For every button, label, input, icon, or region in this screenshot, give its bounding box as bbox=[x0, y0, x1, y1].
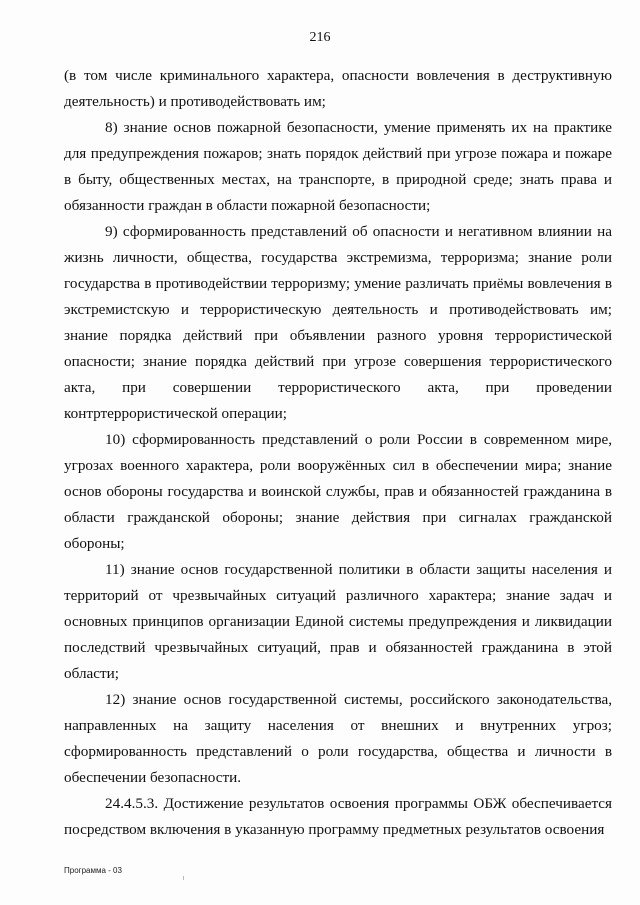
paragraph-item-8: 8) знание основ пожарной безопасности, умение применять их на практике для предупреждения пожаров; знать порядок действий при угрозе пожара и пожаре в быту, общественных местах, на транспорте, в природной среде; знать права и обязанности граждан в области пожарной безопасности; bbox=[64, 119, 612, 214]
paragraph-item-12: 12) знание основ государственной системы, российского законодательства, направленных на защиту населения от внешних и внутренних угроз; сформированность представлений о роли государства, общества и личности в обеспечении безопасности. bbox=[64, 691, 612, 786]
paragraph-item-11: 11) знание основ государственной политики в области защиты населения и территорий от чрезвычайных ситуаций различного характера; знание задач и основных принципов организации Единой системы предупреждения и ликвидации последствий чрезвычайных ситуаций, прав и обязанностей гражданина в этой области; bbox=[64, 561, 612, 682]
paragraph-item-10: 10) сформированность представлений о роли России в современном мире, угрозах военного характера, роли вооружённых сил в обеспечении мира; знание основ обороны государства и воинской службы, прав и обязанностей гражданина в области гражданской обороны; знание действия при сигналах гражданской обороны; bbox=[64, 431, 612, 552]
document-body bbox=[64, 63, 612, 843]
scan-speck bbox=[183, 876, 184, 880]
paragraph-intro-continuation: (в том числе криминального характера, опасности вовлечения в деструктивную деятельность) и противодействовать им; bbox=[64, 67, 612, 110]
paragraph-section-24-4-5-3: 24.4.5.3. Достижение результатов освоения программы ОБЖ обеспечивается посредством включения в указанную программу предметных результатов освоения bbox=[64, 795, 612, 838]
page-number: 216 bbox=[309, 30, 331, 45]
footer-program-label: Программа - 03 bbox=[64, 866, 122, 875]
paragraph-item-9: 9) сформированность представлений об опасности и негативном влиянии на жизнь личности, общества, государства экстремизма, терроризма; знание роли государства в противодействии терроризму; умение различать приёмы вовлечения в экстремистскую и террористическую деятельность и противодействовать им; знание порядка действий при объявлении разного уровня террористической опасности; знание порядка действий при угрозе совершения террористического акта, при совершении террористического акта, при проведении контртеррористической операции; bbox=[64, 223, 612, 422]
